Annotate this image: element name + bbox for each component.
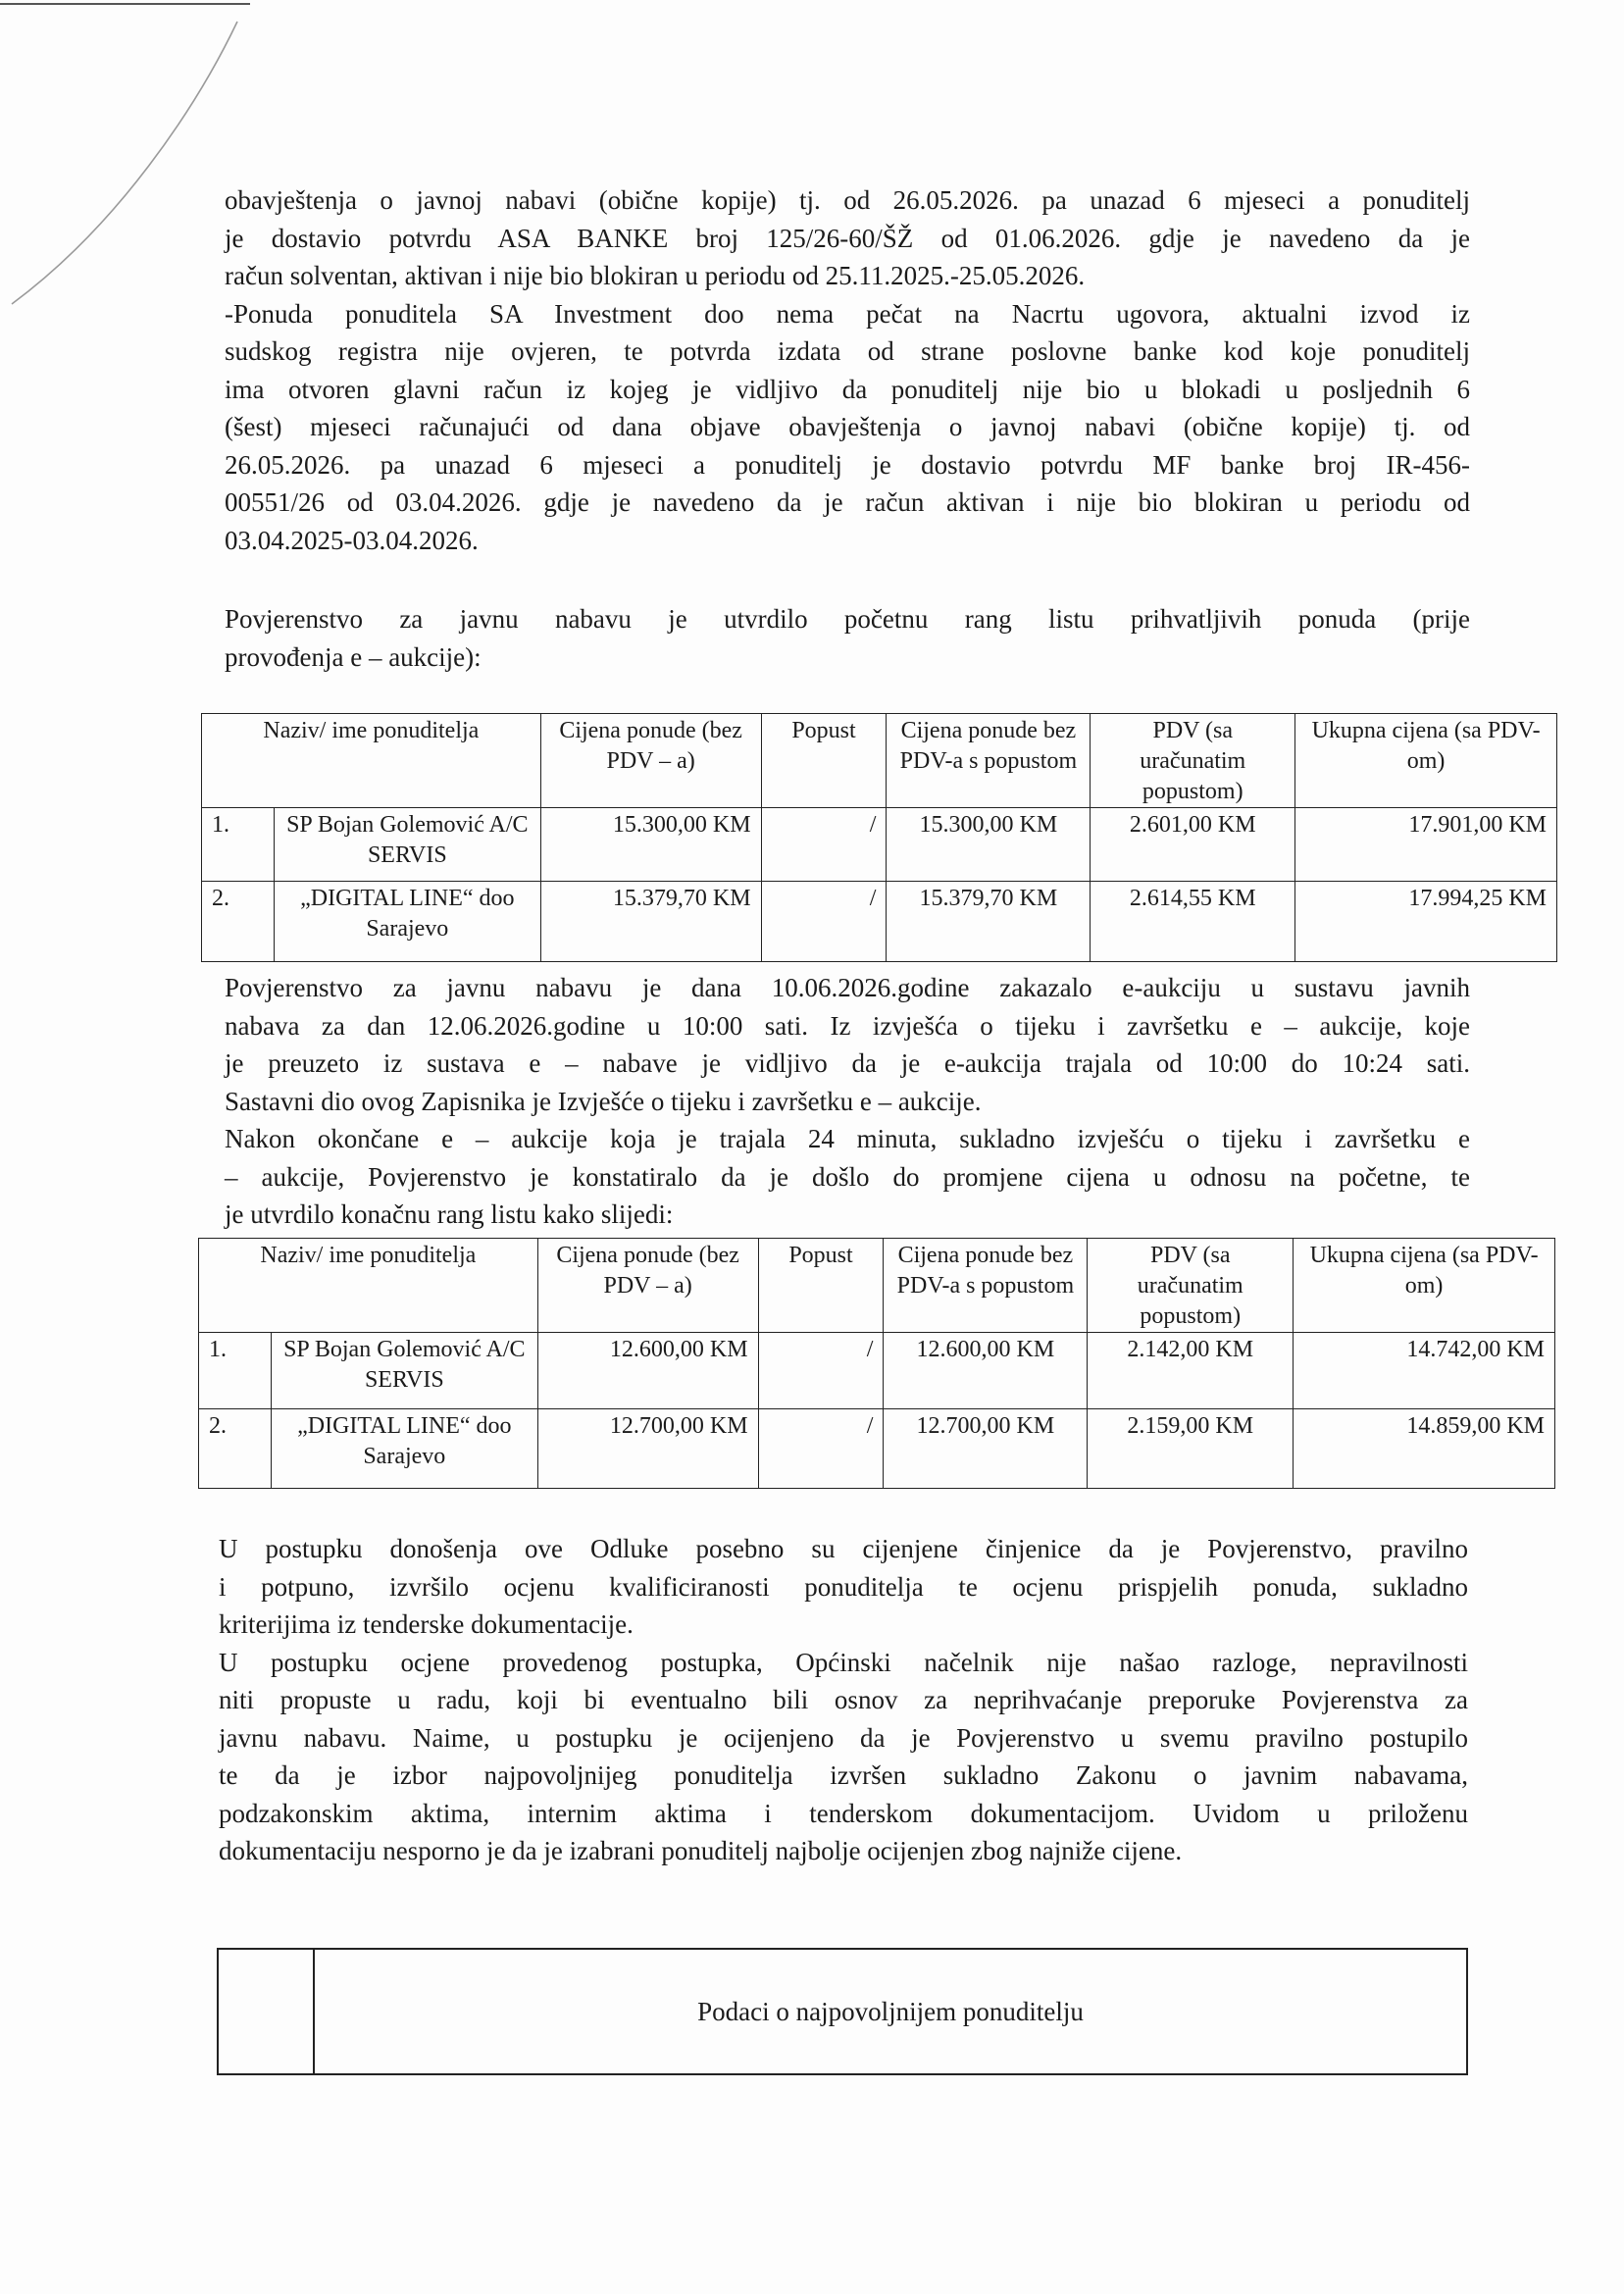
header-vat: PDV (sa uračunatim popustom) xyxy=(1091,714,1295,808)
price: 15.379,70 KM xyxy=(540,882,761,962)
row-number: 1. xyxy=(202,808,275,882)
text-line: obavještenja o javnoj nabavi (obične kopije) tj. od 26.05.2026. pa unazad 6 mjeseci a ponuditelj xyxy=(225,185,1470,215)
text-line: je dostavio potvrdu ASA BANKE broj 125/26-60/ŠŽ od 01.06.2026. gdje je navedeno da je xyxy=(225,223,1470,253)
best-bidder-section xyxy=(217,1948,1468,2075)
text-line: Nakon okončane e – aukcije koja je trajala 24 minuta, sukladno izvješću o tijeku i završetku e xyxy=(225,1124,1470,1153)
text-line: nabava za dan 12.06.2026.godine u 10:00 sati. Iz izvješća o tijeku i završetku e – aukcije, koje xyxy=(225,1010,1470,1041)
table-row xyxy=(202,808,1557,882)
text-line: je preuzeto iz sustava e – nabave je vidljivo da je e-aukcija trajala od 10:00 do 10:24 sati. xyxy=(225,1048,1470,1078)
price: 15.300,00 KM xyxy=(540,808,761,882)
row-number: 2. xyxy=(199,1409,272,1489)
text-line: Povjerenstvo za javnu nabavu je utvrdilo početnu rang listu prihvatljivih ponuda (prije xyxy=(225,604,1470,634)
header-price-with-discount: Cijena ponude bez PDV-a s popustom xyxy=(884,1239,1088,1333)
text-line: je utvrdilo konačnu rang listu kako slijedi: xyxy=(225,1199,674,1229)
text-line: javnu nabavu. Naime, u postupku je ocijenjeno da je Povjerenstvo u svemu pravilno postupilo xyxy=(219,1722,1468,1753)
paragraph-e-auction xyxy=(225,969,1470,1234)
total: 17.901,00 KM xyxy=(1295,808,1557,882)
text-line: 26.05.2026. pa unazad 6 mjeseci a ponuditelj je dostavio potvrdu MF banke broj IR-456- xyxy=(225,449,1470,480)
section-number-cell xyxy=(219,1950,315,2073)
header-discount: Popust xyxy=(758,1239,884,1333)
text-line: te da je izbor najpovoljnijeg ponuditelja izvršen sukladno Zakonu o javnim nabavama, xyxy=(219,1760,1468,1790)
discount: / xyxy=(758,1409,884,1489)
vat: 2.614,55 KM xyxy=(1091,882,1295,962)
paragraph-initial-ranking-intro xyxy=(225,600,1470,676)
text-line: dokumentaciju nesporno je da je izabrani ponuditelj najbolje ocijenjen zbog najniže cijene. xyxy=(219,1836,1183,1865)
total: 14.859,00 KM xyxy=(1294,1409,1555,1489)
text-line: sudskog registra nije ovjeren, te potvrda izdata od strane poslovne banke kod koje ponuditelj xyxy=(225,336,1470,366)
text-line: Povjerenstvo za javnu nabavu je dana 10.06.2026.godine zakazalo e-aukciju u sustavu javnih xyxy=(225,973,1470,1002)
text-line: U postupku ocjene provedenog postupka, Općinski načelnik nije našao razloge, nepravilnosti xyxy=(219,1647,1468,1677)
text-line: račun solventan, aktivan i nije bio blokiran u periodu od 25.11.2025.-25.05.2026. xyxy=(225,261,1086,290)
total: 14.742,00 KM xyxy=(1294,1333,1555,1409)
vat: 2.142,00 KM xyxy=(1088,1333,1294,1409)
text-line: i potpuno, izvršilo ocjenu kvalificiranosti ponuditelja te ocjenu prispjelih ponuda, sukladno xyxy=(219,1571,1468,1602)
header-bidder-name: Naziv/ ime ponuditelja xyxy=(202,714,541,808)
bidder-name: SP Bojan Golemović A/C SERVIS xyxy=(274,808,540,882)
table-row xyxy=(202,882,1557,962)
header-total: Ukupna cijena (sa PDV-om) xyxy=(1295,714,1557,808)
text-line: ima otvoren glavni račun iz kojeg je vidljivo da ponuditelj nije bio u blokadi u posljednih 6 xyxy=(225,374,1470,404)
text-line: kriterijima iz tenderske dokumentacije. xyxy=(219,1609,634,1639)
bidder-name: „DIGITAL LINE“ doo Sarajevo xyxy=(271,1409,537,1489)
paragraph-bank-confirmations xyxy=(225,181,1470,559)
header-price: Cijena ponude (bez PDV – a) xyxy=(537,1239,758,1333)
paragraph-decision-reasoning xyxy=(219,1530,1468,1870)
header-bidder-name: Naziv/ ime ponuditelja xyxy=(199,1239,538,1333)
row-number: 1. xyxy=(199,1333,272,1409)
price-with-discount: 15.379,70 KM xyxy=(887,882,1091,962)
discount: / xyxy=(761,882,887,962)
price-with-discount: 12.600,00 KM xyxy=(884,1333,1088,1409)
text-line: provođenja e – aukcije): xyxy=(225,641,482,672)
text-line: 03.04.2025-03.04.2026. xyxy=(225,525,479,555)
header-total: Ukupna cijena (sa PDV-om) xyxy=(1294,1239,1555,1333)
text-line: – aukcije, Povjerenstvo je konstatiralo da je došlo do promjene cijena u odnosu na početne, te xyxy=(225,1161,1470,1192)
best-bidder-heading: Podaci o najpovoljnijem ponuditelju xyxy=(697,1996,1084,2026)
price: 12.700,00 KM xyxy=(537,1409,758,1489)
text-line: podzakonskim aktima, internim aktima i tenderskom dokumentacijom. Uvidom u priloženu xyxy=(219,1798,1468,1828)
discount: / xyxy=(758,1333,884,1409)
table-row xyxy=(199,1333,1555,1409)
text-line: -Ponuda ponuditela SA Investment doo nema pečat na Nacrtu ugovora, aktualni izvod iz xyxy=(225,298,1470,329)
vat: 2.601,00 KM xyxy=(1091,808,1295,882)
text-line: U postupku donošenja ove Odluke posebno su cijenjene činjenice da je Povjerenstvo, pravilno xyxy=(219,1534,1468,1563)
vat: 2.159,00 KM xyxy=(1088,1409,1294,1489)
header-vat: PDV (sa uračunatim popustom) xyxy=(1088,1239,1294,1333)
discount: / xyxy=(761,808,887,882)
initial-ranking-table xyxy=(201,713,1557,962)
row-number: 2. xyxy=(202,882,275,962)
price-with-discount: 12.700,00 KM xyxy=(884,1409,1088,1489)
price: 12.600,00 KM xyxy=(537,1333,758,1409)
header-discount: Popust xyxy=(761,714,887,808)
table-row xyxy=(199,1409,1555,1489)
final-ranking-table xyxy=(198,1238,1555,1489)
text-line: 00551/26 od 03.04.2026. gdje je navedeno da je račun aktivan i nije bio blokiran u periodu od xyxy=(225,487,1470,517)
bidder-name: „DIGITAL LINE“ doo Sarajevo xyxy=(274,882,540,962)
bidder-name: SP Bojan Golemović A/C SERVIS xyxy=(271,1333,537,1409)
total: 17.994,25 KM xyxy=(1295,882,1557,962)
text-line: (šest) mjeseci računajući od dana objave obavještenja o javnoj nabavi (obične kopije) tj. od xyxy=(225,412,1470,441)
header-price: Cijena ponude (bez PDV – a) xyxy=(540,714,761,808)
text-line: Sastavni dio ovog Zapisnika je Izvješće o tijeku i završetku e – aukcije. xyxy=(225,1086,982,1116)
header-price-with-discount: Cijena ponude bez PDV-a s popustom xyxy=(887,714,1091,808)
text-line: niti propuste u radu, koji bi eventualno bili osnov za neprihvaćanje preporuke Povjerenstva za xyxy=(219,1685,1468,1714)
price-with-discount: 15.300,00 KM xyxy=(887,808,1091,882)
